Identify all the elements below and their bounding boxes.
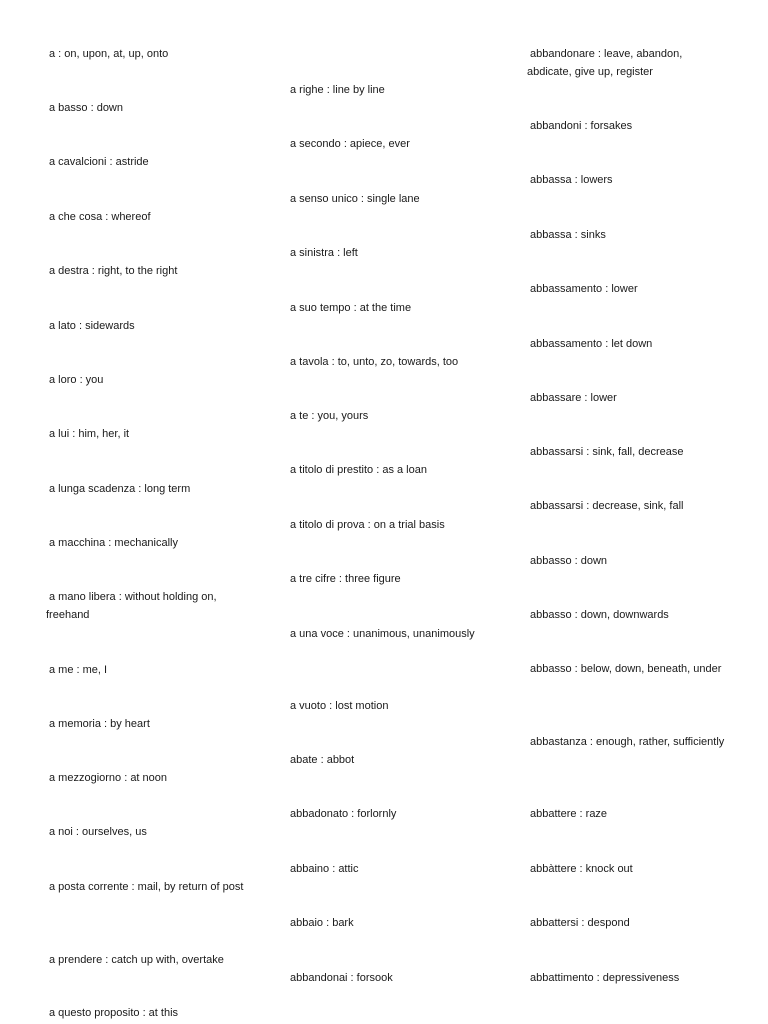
entry: abbattersi : despond — [530, 917, 630, 929]
entry: a noi : ourselves, us — [49, 826, 147, 838]
entry: a mezzogiorno : at noon — [49, 772, 168, 784]
entry: a memoria : by heart — [49, 718, 150, 730]
entry: a secondo : apiece, ever — [290, 138, 410, 150]
entry: a basso : down — [49, 102, 123, 114]
entry: a titolo di prestito : as a loan — [290, 464, 427, 476]
entry: a mano libera : without holding on, freehand — [46, 591, 217, 621]
entry: a questo proposito : at this — [49, 1007, 179, 1019]
entry: abbaio : bark — [290, 917, 354, 929]
entry: abbasso : below, down, beneath, under — [530, 663, 722, 675]
entry: a macchina : mechanically — [49, 537, 179, 549]
entry: a suo tempo : at the time — [290, 302, 412, 314]
entry: abbasso : down — [530, 555, 608, 567]
entry: a destra : right, to the right — [49, 265, 178, 277]
entry: a lunga scadenza : long term — [49, 483, 191, 495]
entry: abbassamento : let down — [530, 338, 653, 350]
entry: a posta corrente : mail, by return of post — [49, 881, 244, 893]
entry: abbadonato : forlornly — [290, 808, 397, 820]
entry: a prendere : catch up with, overtake — [49, 954, 224, 966]
entry: abbandonare : leave, abandon, abdicate, give up, register — [527, 48, 683, 78]
entry: abbaino : attic — [290, 863, 359, 875]
entry: a senso unico : single lane — [290, 193, 420, 205]
entry: a che cosa : whereof — [49, 211, 151, 223]
entry: a titolo di prova : on a trial basis — [290, 519, 445, 531]
entry: abbassa : lowers — [530, 174, 613, 186]
entry: abbandoni : forsakes — [530, 120, 633, 132]
entry: a lui : him, her, it — [49, 428, 130, 440]
entry: abbassarsi : sink, fall, decrease — [530, 446, 684, 458]
entry: a sinistra : left — [290, 247, 358, 259]
entry: a cavalcioni : astride — [49, 156, 149, 168]
entry: abbastanza : enough, rather, sufficiently — [530, 736, 725, 748]
entry: abbattere : raze — [530, 808, 608, 820]
entry: a righe : line by line — [290, 84, 385, 96]
entry: abbassa : sinks — [530, 229, 606, 241]
entry: a tre cifre : three figure — [290, 573, 401, 585]
entry: abbattimento : depressiveness — [530, 972, 680, 984]
entry: a me : me, I — [49, 664, 108, 676]
entry: abbasso : down, downwards — [530, 609, 669, 621]
entry: abbassamento : lower — [530, 283, 638, 295]
entry: abate : abbot — [290, 754, 355, 766]
entry: abbassare : lower — [530, 392, 617, 404]
entry: abbassarsi : decrease, sink, fall — [530, 500, 684, 512]
entry: a te : you, yours — [290, 410, 369, 422]
entry: a una voce : unanimous, unanimously — [290, 628, 475, 640]
entry: a loro : you — [49, 374, 104, 386]
entry: abbandonai : forsook — [290, 972, 393, 984]
entry: a tavola : to, unto, zo, towards, too — [290, 356, 459, 368]
entry: a vuoto : lost motion — [290, 700, 389, 712]
entry: a lato : sidewards — [49, 320, 135, 332]
entry: abbàttere : knock out — [530, 863, 633, 875]
entry: a : on, upon, at, up, onto — [49, 48, 169, 60]
